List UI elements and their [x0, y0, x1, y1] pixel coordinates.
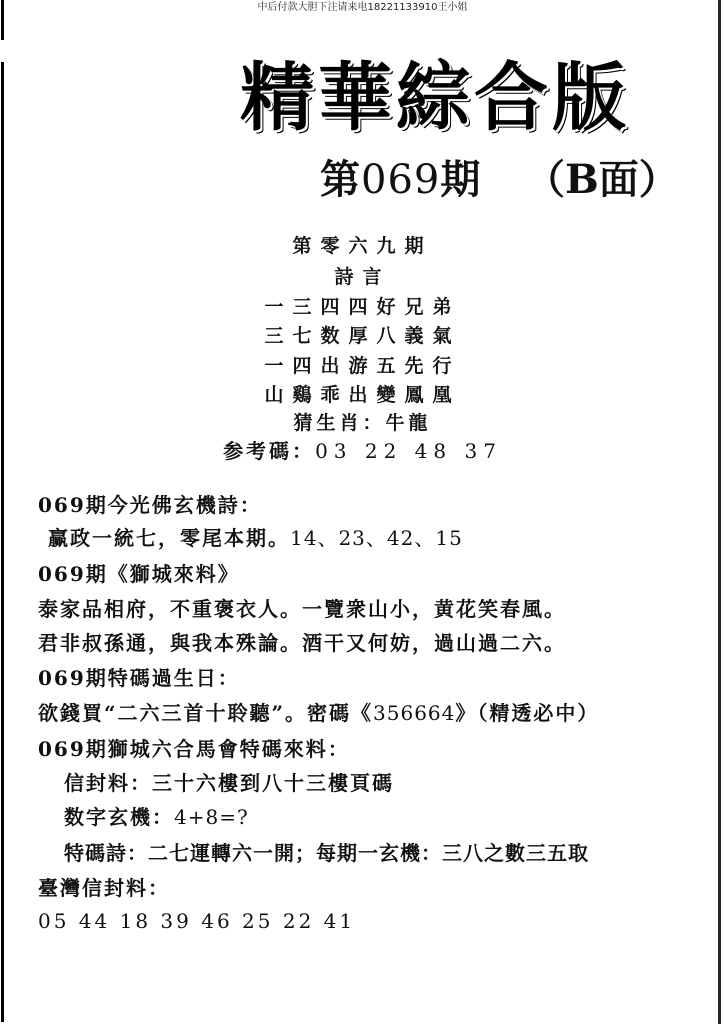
lion-title: 069期《獅城來料》 [38, 562, 240, 586]
issue-title [320, 150, 481, 210]
special-title: 069期特碼過生日： [38, 666, 240, 690]
digit-line [64, 802, 249, 832]
buddha-numbers: 14、23、42、15 [290, 526, 463, 550]
special-line [38, 698, 599, 728]
zodiac-label: 猜生肖： [293, 412, 386, 434]
ref-label: 参考碼： [223, 439, 316, 463]
buddha-title: 069期今光佛玄機詩： [38, 493, 262, 517]
zodiac-value: 牛龍 [385, 412, 432, 434]
special-text-a: 欲錢買“二六三首十聆聽”。密碼《 [38, 701, 374, 725]
poem-subheading: 詩言 [334, 266, 391, 288]
buddha-line [48, 523, 463, 553]
digit-label: 数字玄機： [64, 805, 174, 829]
left-border [1, 62, 5, 1022]
right-border [718, 0, 721, 1024]
issue-prefix: 第 [320, 156, 361, 203]
letter-line: 信封料：三十六樓到八十三樓頁碼 [64, 771, 394, 795]
special-code: 356664 [373, 701, 456, 725]
issue-side-label: （B面） [525, 156, 679, 203]
poem-heading: 第零六九期 [292, 235, 433, 257]
poem-line: 三七数厚八義氣 [264, 325, 461, 347]
lion-line: 泰家品相府，不重褒衣人。一覽衆山小，黄花笑春風。 [38, 597, 566, 621]
issue-number: 069 [361, 157, 441, 203]
left-border-top [1, 0, 4, 40]
top-contact-note: 中后付款大胆下注请来电18221133910王小姐 [257, 2, 468, 13]
masthead-title: 精華綜合版 [240, 55, 630, 141]
special-text-b: 》（精透必中） [455, 701, 600, 725]
poem-line: 一四出游五先行 [264, 355, 461, 377]
buddha-text: 赢政一統七，零尾本期。 [48, 526, 290, 550]
zodiac-guess [0, 408, 725, 438]
lion-line: 君非叔孫通，與我本殊論。酒干又何妨，過山過二六。 [38, 631, 566, 655]
reference-codes [0, 436, 725, 466]
mark6-title: 069期獅城六合馬會特碼來料： [38, 737, 350, 761]
taiwan-title: 臺灣信封料： [38, 876, 170, 900]
taiwan-numbers: 05 44 18 39 46 25 22 41 [38, 909, 356, 933]
special-poem-line: 特碼詩：二七運轉六一開；每期一玄機：三八之數三五取 [64, 841, 589, 865]
poem-line: 一三四四好兄弟 [264, 296, 461, 318]
digit-value: 4+8=? [174, 805, 249, 829]
issue-suffix: 期 [440, 156, 482, 203]
ref-values: 03 22 48 37 [315, 439, 502, 463]
poem-line: 山鷄乖出變鳳凰 [264, 384, 461, 406]
